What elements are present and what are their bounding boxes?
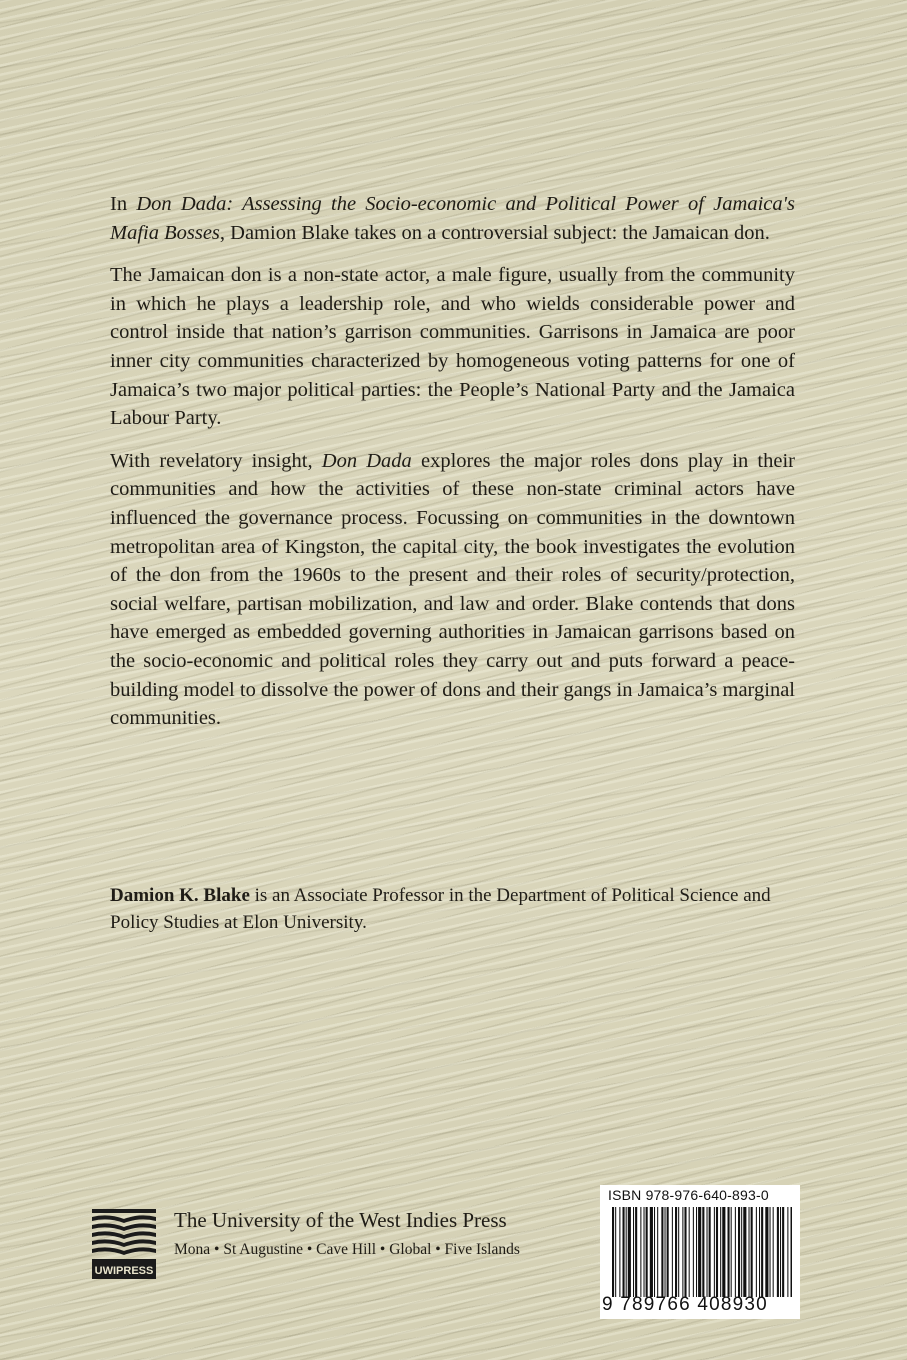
barcode-bar <box>628 1207 631 1297</box>
barcode-bar <box>707 1207 708 1297</box>
blurb-paragraph-3 <box>110 447 795 733</box>
barcode-bar <box>791 1207 793 1297</box>
barcode-bars <box>612 1207 792 1297</box>
book-title-short: Don Dada <box>321 449 412 472</box>
blurb-paragraph-1 <box>110 190 795 247</box>
barcode-bar <box>759 1207 760 1297</box>
barcode-bar <box>735 1207 736 1297</box>
barcode-bar <box>702 1207 704 1297</box>
author-name: Damion K. Blake <box>110 885 250 906</box>
barcode-bar <box>741 1207 742 1297</box>
blurb-text: With revelatory insight, <box>110 449 322 472</box>
barcode-bar <box>684 1207 686 1297</box>
publisher-locations: Mona • St Augustine • Cave Hill • Global • Five Islands <box>174 1241 520 1258</box>
barcode-bar <box>626 1207 627 1297</box>
barcode-bar <box>661 1207 663 1297</box>
barcode-bar <box>761 1207 763 1297</box>
barcode-bar <box>777 1207 779 1297</box>
blurb-text: In <box>110 193 137 215</box>
barcode-bar <box>615 1207 616 1297</box>
barcode-bar <box>738 1207 740 1297</box>
publisher-name: The University of the West Indies Press <box>174 1208 507 1232</box>
barcode-bar <box>646 1207 648 1297</box>
barcode-bar <box>743 1207 746 1297</box>
blurb-paragraph-2: The Jamaican don is a non-state actor, a male figure, usually from the community in which he plays a leadership role, and who wields considerable power and control inside that nation’s garrison communities. Garrisons in Jamaica are poor inner city communities characterized by homogeneous voting patterns for one of Jamaica’s two major political parties: the People’s National Party and the Jamaica Labour Party. <box>110 264 795 430</box>
barcode-bar <box>635 1207 637 1297</box>
barcode-bar <box>675 1207 677 1297</box>
barcode-bar <box>650 1207 653 1297</box>
barcode-digits: 9 789766 408930 <box>602 1294 768 1315</box>
barcode-bar <box>619 1207 620 1297</box>
barcode-bar <box>722 1207 725 1297</box>
barcode-bar <box>654 1207 655 1297</box>
barcode-bar <box>756 1207 757 1297</box>
open-book-icon <box>90 1207 158 1281</box>
book-title: Don Dada: Assessing the Socio-economic and Political Power of Jamaica's Mafia Bosses <box>110 193 795 244</box>
barcode-bar <box>728 1207 730 1297</box>
barcode-bar <box>657 1207 658 1297</box>
blurb-text: , Damion Blake takes on a controversial subject: the Jamaican don. <box>219 221 770 244</box>
barcode-bar <box>765 1207 768 1297</box>
isbn-barcode <box>600 1185 800 1319</box>
barcode-bar <box>633 1207 634 1297</box>
barcode-bar <box>693 1207 694 1297</box>
publisher-block <box>90 1205 570 1285</box>
back-cover-blurb <box>110 190 795 747</box>
barcode-bar <box>665 1207 666 1297</box>
barcode-bar <box>672 1207 673 1297</box>
barcode-bar <box>780 1207 781 1297</box>
barcode-bar <box>720 1207 721 1297</box>
uwipress-logo-text: UWIPRESS <box>94 1265 154 1277</box>
barcode-bar <box>689 1207 690 1297</box>
barcode-bar <box>644 1207 645 1297</box>
barcode-bar <box>773 1207 774 1297</box>
author-bio-text: is an Associate Professor in the Department of Political Science and Policy Studies at Elon University. <box>110 885 771 933</box>
barcode-bar <box>682 1207 683 1297</box>
author-bio <box>110 882 800 936</box>
barcode-bar <box>782 1207 784 1297</box>
barcode-bar <box>770 1207 771 1297</box>
barcode-bar <box>716 1207 718 1297</box>
barcode-bar <box>787 1207 788 1297</box>
barcode-bar <box>751 1207 753 1297</box>
barcode-bar <box>709 1207 711 1297</box>
blurb-text: explores the major roles dons play in their communities and how the activities of these non-state criminal actors have influenced the governance process. Focussing on communities in the downtown metropolitan area of Kingston, the capital city, the book investigates the evolution of the don from the 1960s to the present and their roles of security/protection, social welfare, partisan mobilization, and law and order. Blake contends that dons have emerged as embedded governing authorities in Jamaican garrisons based on the socio-economic and political roles they carry out and puts forward a peace-building model to dissolve the power of dons and their gangs in Jamaica’s marginal communities. <box>110 449 795 730</box>
barcode-bar <box>667 1207 669 1297</box>
barcode-bar <box>678 1207 679 1297</box>
barcode-bar <box>623 1207 625 1297</box>
barcode-bar <box>714 1207 715 1297</box>
isbn-number: ISBN 978-976-640-893-0 <box>608 1187 769 1203</box>
barcode-bar <box>612 1207 614 1297</box>
barcode-bar <box>731 1207 732 1297</box>
barcode-bar <box>698 1207 701 1297</box>
barcode-bar <box>749 1207 750 1297</box>
barcode-bar <box>640 1207 641 1297</box>
barcode-bar <box>696 1207 697 1297</box>
